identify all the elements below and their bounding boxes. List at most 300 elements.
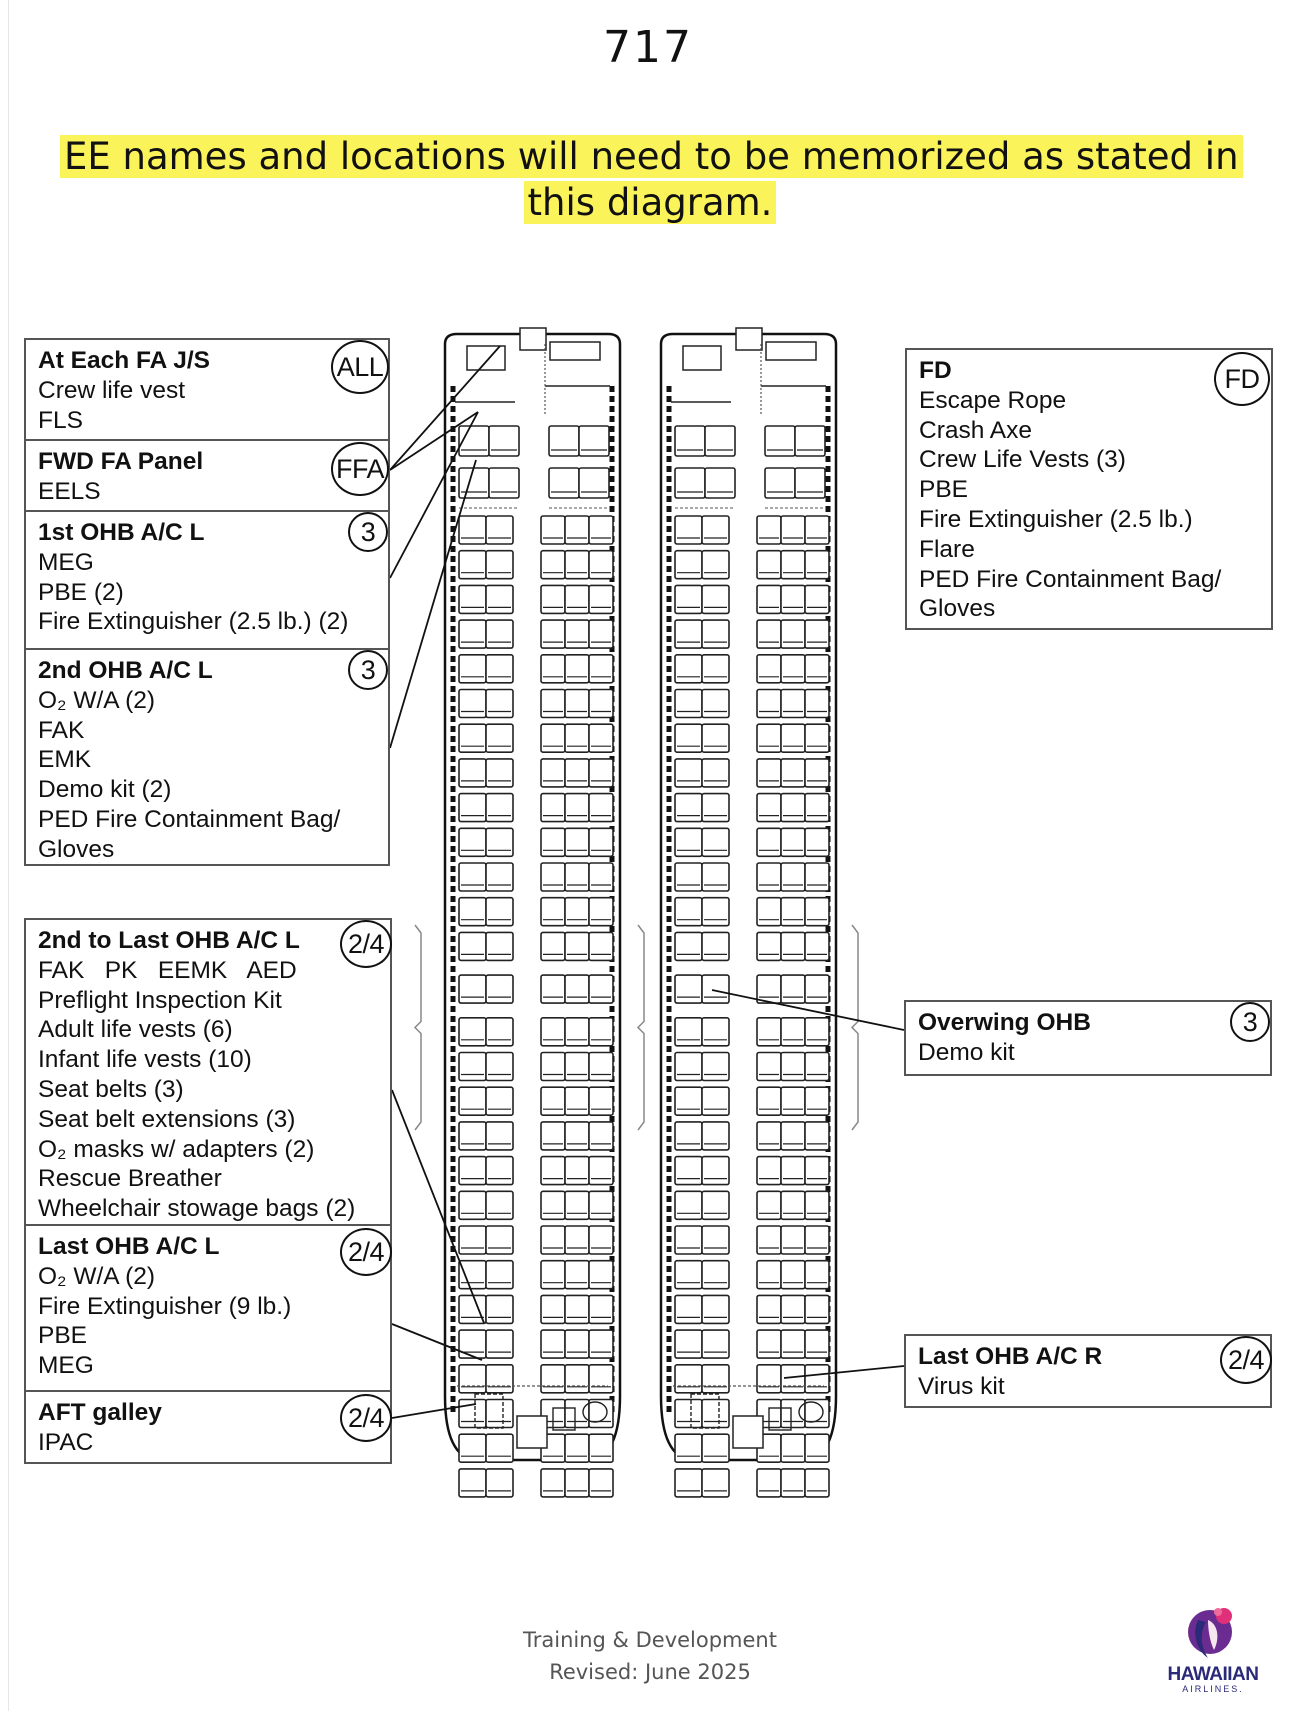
fuselage-1-y-seat [486, 516, 513, 544]
fuselage-1-fwd-door [520, 328, 546, 350]
box-last-ohb-ac-r [904, 1334, 1272, 1408]
box-item: Infant life vests (10) [38, 1046, 252, 1074]
badge-fd: FD [1214, 352, 1270, 406]
memorize-note-text: EE names and locations will need to be memorized as stated in this diagram. [60, 135, 1243, 224]
badge-ffa: FFA [331, 442, 389, 496]
fuselage-1-y-seat [459, 1365, 486, 1393]
fuselage-2-y-seat [805, 828, 829, 856]
fuselage-1-y-seat [541, 863, 565, 891]
fuselage-2-fc-seat [705, 426, 735, 456]
fuselage-1-y-seat [541, 759, 565, 787]
fuselage-1-y-seat [486, 620, 513, 648]
fuselage-2-y-seat [757, 724, 781, 752]
box-title: 2nd to Last OHB A/C L [38, 927, 300, 954]
fuselage-2-y-seat [757, 828, 781, 856]
fuselage-2-y-seat [781, 898, 805, 926]
fuselage-2-y-seat [781, 551, 805, 579]
fuselage-2-y-seat [702, 794, 729, 822]
fuselage-1-y-seat [486, 1261, 513, 1289]
fuselage-1-y-seat [589, 724, 613, 752]
fuselage-1-y-seat [589, 585, 613, 613]
overwing-exit-bracket-1 [638, 925, 644, 1130]
box-item: PBE [38, 1322, 88, 1350]
fuselage-2-y-seat [781, 1018, 805, 1046]
fuselage-1-y-seat [459, 516, 486, 544]
fuselage-1-y-seat [589, 794, 613, 822]
fuselage-2-y-seat [702, 1330, 729, 1358]
box-title: 1st OHB A/C L [38, 519, 205, 546]
fuselage-2-y-seat [675, 724, 702, 752]
fuselage-2-y-seat [675, 1157, 702, 1185]
fuselage-1-y-seat [541, 620, 565, 648]
fuselage-1-y-seat [565, 1018, 589, 1046]
box-title: FWD FA Panel [38, 448, 204, 475]
fuselage-1-y-seat [459, 828, 486, 856]
fuselage-1-y-seat [565, 932, 589, 960]
fuselage-2-y-seat [781, 655, 805, 683]
fuselage-2-fc-seat [765, 468, 795, 498]
fuselage-2-y-seat [675, 620, 702, 648]
fuselage-1-y-seat [486, 551, 513, 579]
fuselage-2-y-seat [781, 690, 805, 718]
fuselage-1-y-seat [589, 620, 613, 648]
fuselage-2-y-seat [805, 620, 829, 648]
fuselage-1-y-seat [565, 759, 589, 787]
fuselage-2-fc-seat [765, 426, 795, 456]
fuselage-2-fc-seat [795, 426, 825, 456]
fuselage-2-y-seat [757, 1261, 781, 1289]
fuselage-2-fwd-lav [766, 342, 816, 360]
fuselage-2-y-seat [805, 585, 829, 613]
fuselage-2-y-seat [805, 1157, 829, 1185]
box-item: PBE (2) [38, 578, 124, 606]
fuselage-1-y-seat [589, 898, 613, 926]
fuselage-2-y-seat [757, 620, 781, 648]
fuselage-2-y-seat [702, 932, 729, 960]
fuselage-1-y-seat [565, 1400, 589, 1428]
fuselage-1-y-seat [589, 1330, 613, 1358]
fuselage-2-y-seat [675, 551, 702, 579]
fuselage-1-y-seat [459, 620, 486, 648]
fuselage-2-y-seat [805, 759, 829, 787]
fuselage-2-y-seat [702, 1400, 729, 1428]
fuselage-1-y-seat [589, 1018, 613, 1046]
overwing-exit-bracket-0 [415, 925, 421, 1130]
box-item: O₂ masks w/ adapters (2) [38, 1135, 315, 1163]
box-item: Demo kit [918, 1038, 1015, 1066]
pualani-logo-icon [1148, 1598, 1278, 1664]
fuselage-1-fwd-lav [550, 342, 600, 360]
fuselage-1-y-seat [589, 655, 613, 683]
fuselage-1-y-seat [459, 1330, 486, 1358]
fuselage-1-y-seat [541, 898, 565, 926]
fuselage-1-y-seat [565, 551, 589, 579]
fuselage-2-y-seat [702, 1053, 729, 1081]
fuselage-2-y-seat [805, 690, 829, 718]
box-item: Rescue Breather [38, 1165, 222, 1193]
fuselage-1-y-seat [589, 1122, 613, 1150]
box-title: At Each FA J/S [38, 347, 211, 374]
fuselage-2-y-seat [757, 585, 781, 613]
box-item: Escape Rope [919, 386, 1067, 414]
footer-department: Training & Development [523, 1628, 777, 1652]
box-item: Crew Life Vests (3) [919, 446, 1126, 474]
fuselage-1-y-seat [541, 1295, 565, 1323]
fuselage-2-y-seat [675, 1191, 702, 1219]
fuselage-2-y-seat [702, 1365, 729, 1393]
fuselage-1-y-seat [459, 863, 486, 891]
fuselage-1-fc-seat [549, 426, 579, 456]
fuselage-2-y-seat [675, 828, 702, 856]
fuselage-1-y-seat [486, 828, 513, 856]
fuselage-1-y-seat [459, 1469, 486, 1497]
fuselage-1-y-seat [486, 1469, 513, 1497]
fuselage-2-fc-seat [795, 468, 825, 498]
fuselage-2-y-seat [675, 1330, 702, 1358]
box-item: Gloves [919, 595, 996, 623]
box-item: Crew life vest [38, 376, 186, 404]
fuselage-1-y-seat [459, 1087, 486, 1115]
fuselage-2-y-seat [702, 1191, 729, 1219]
fuselage-1-y-seat [565, 690, 589, 718]
box-title: Last OHB A/C L [38, 1233, 220, 1260]
box-title: Last OHB A/C R [918, 1343, 1103, 1370]
fuselage-2-y-seat [757, 1122, 781, 1150]
fuselage-2-y-seat [675, 1434, 702, 1462]
box-aft-galley [24, 1390, 392, 1464]
fuselage-1-y-seat [565, 794, 589, 822]
fuselage-2-y-seat [757, 1053, 781, 1081]
footer-revised: Revised: June 2025 [549, 1660, 751, 1684]
fuselage-2-y-seat [805, 1469, 829, 1497]
fuselage-2-y-seat [757, 1295, 781, 1323]
fuselage-1-y-seat [541, 516, 565, 544]
fuselage-1-y-seat [459, 1191, 486, 1219]
fuselage-1-y-seat [486, 1400, 513, 1428]
box-item: Gloves [38, 835, 115, 863]
fuselage-2-y-seat [675, 863, 702, 891]
fuselage-2-y-seat [702, 690, 729, 718]
fuselage-2-y-seat [757, 1191, 781, 1219]
box-items [38, 1262, 378, 1381]
fuselage-2-y-seat [757, 975, 781, 1003]
fuselage-1-y-seat [589, 828, 613, 856]
fuselage-1-y-seat [565, 1157, 589, 1185]
fuselage-1-y-seat [459, 898, 486, 926]
fuselage-2-y-seat [675, 690, 702, 718]
fuselage-2-y-seat [702, 551, 729, 579]
fuselage-1-y-seat [541, 1122, 565, 1150]
fuselage-2-y-seat [781, 932, 805, 960]
fuselage-2-y-seat [675, 516, 702, 544]
fuselage-2-y-seat [757, 1157, 781, 1185]
page-title: 717 [603, 22, 693, 73]
fuselage-1-y-seat [541, 1157, 565, 1185]
fuselage-2-y-seat [675, 1295, 702, 1323]
fuselage-2-y-seat [805, 1434, 829, 1462]
box-item: Fire Extinguisher (2.5 lb.) (2) [38, 608, 349, 636]
box-item: Virus kit [918, 1372, 1005, 1400]
fuselage-2-y-seat [805, 551, 829, 579]
fuselage-2-y-seat [702, 863, 729, 891]
fuselage-2-y-seat [675, 759, 702, 787]
fuselage-2-y-seat [702, 724, 729, 752]
box-items [918, 1372, 1258, 1402]
overwing-exit-bracket-2 [852, 925, 858, 1130]
fuselage-1-y-seat [541, 585, 565, 613]
badge-2-4: 2/4 [1220, 1336, 1272, 1384]
fuselage-1-y-seat [459, 975, 486, 1003]
fuselage-1-y-seat [565, 1330, 589, 1358]
fuselage-2-y-seat [781, 516, 805, 544]
fuselage-1-y-seat [486, 690, 513, 718]
fuselage-1-y-seat [541, 1330, 565, 1358]
fuselage-2-y-seat [757, 551, 781, 579]
fuselage-2-y-seat [757, 655, 781, 683]
fuselage-1-y-seat [459, 1434, 486, 1462]
fuselage-1-y-seat [459, 724, 486, 752]
fuselage-1-y-seat [459, 932, 486, 960]
fuselage-2-y-seat [757, 516, 781, 544]
fuselage-2-y-seat [675, 1365, 702, 1393]
box-items [918, 1038, 1258, 1068]
fuselage-1-y-seat [565, 1226, 589, 1254]
fuselage-1-y-seat [541, 690, 565, 718]
box-item: FAK [38, 716, 85, 744]
fuselage-1-fc-seat [579, 426, 609, 456]
fuselage-1-y-seat [486, 1122, 513, 1150]
fuselage-1-y-seat [589, 1157, 613, 1185]
fuselage-2-y-seat [757, 898, 781, 926]
fuselage-1-y-seat [589, 690, 613, 718]
fuselage-2-y-seat [805, 863, 829, 891]
fuselage-2-y-seat [757, 794, 781, 822]
fuselage-2-y-seat [805, 1053, 829, 1081]
fuselage-1-y-seat [486, 1157, 513, 1185]
fuselage-1-y-seat [565, 620, 589, 648]
logo-brand-text: HAWAIIAN [1167, 1664, 1259, 1685]
fuselage-2-y-seat [675, 898, 702, 926]
fuselage-2-y-seat [702, 620, 729, 648]
hawaiian-airlines-logo [1148, 1598, 1278, 1698]
fuselage-2-y-seat [781, 863, 805, 891]
fuselage-1-y-seat [565, 898, 589, 926]
footer [450, 1624, 850, 1688]
fuselage-2-y-seat [781, 585, 805, 613]
fuselage-2-y-seat [702, 1469, 729, 1497]
box-item: PBE [919, 476, 969, 504]
fuselage-2-y-seat [805, 1295, 829, 1323]
fuselage-2-y-seat [702, 1261, 729, 1289]
fuselage-1-y-seat [541, 794, 565, 822]
fuselage-2-y-seat [781, 1330, 805, 1358]
fuselage-2-y-seat [781, 1400, 805, 1428]
fuselage-2-y-seat [757, 1018, 781, 1046]
badge-3: 3 [348, 650, 388, 690]
fuselage-2-y-seat [675, 655, 702, 683]
fuselage-1-y-seat [565, 1087, 589, 1115]
badge-3: 3 [1230, 1002, 1270, 1042]
fuselage-1-y-seat [565, 1365, 589, 1393]
box-item: Flare [919, 535, 975, 563]
fuselage-1-y-seat [589, 551, 613, 579]
box-title: 2nd OHB A/C L [38, 657, 213, 684]
badge-2-4: 2/4 [340, 1394, 392, 1442]
fuselage-2-y-seat [757, 863, 781, 891]
box-item: Demo kit (2) [38, 776, 172, 804]
fuselage-2-y-seat [702, 1434, 729, 1462]
box-item: O₂ W/A (2) [38, 1262, 156, 1290]
fuselage-1-fwd-galley [467, 346, 505, 370]
fuselage-1-y-seat [486, 585, 513, 613]
fuselage-2-y-seat [781, 1469, 805, 1497]
fuselage-1-y-seat [541, 1018, 565, 1046]
fuselage-1-y-seat [541, 1365, 565, 1393]
fuselage-2-y-seat [781, 1053, 805, 1081]
fuselage-1-y-seat [459, 1122, 486, 1150]
fuselage-1-y-seat [589, 1087, 613, 1115]
fuselage-1-y-seat [565, 828, 589, 856]
box-item: Crash Axe [919, 416, 1033, 444]
fuselage-1-y-seat [541, 932, 565, 960]
fuselage-1-y-seat [459, 585, 486, 613]
fuselage-2-y-seat [675, 1261, 702, 1289]
fuselage-1-y-seat [459, 1157, 486, 1185]
fuselage-1-y-seat [565, 516, 589, 544]
box-overwing-ohb [904, 1000, 1272, 1076]
fuselage-2-fc-seat [705, 468, 735, 498]
box-item: MEG [38, 548, 94, 576]
box-last-ohb-ac-l [24, 1224, 392, 1392]
fuselage-1-y-seat [541, 655, 565, 683]
box-item: Fire Extinguisher (2.5 lb.) [919, 505, 1193, 533]
fuselage-2-y-seat [781, 620, 805, 648]
fuselage-1-y-seat [589, 1434, 613, 1462]
fuselage-2-y-seat [675, 585, 702, 613]
fuselage-2-y-seat [805, 1365, 829, 1393]
fuselage-1-fc-seat [489, 426, 519, 456]
fuselage-2-y-seat [805, 1122, 829, 1150]
badge-2-4: 2/4 [340, 920, 392, 968]
fuselage-1-y-seat [486, 932, 513, 960]
box-item: Seat belts (3) [38, 1075, 184, 1103]
fuselage-2-y-seat [675, 1018, 702, 1046]
fuselage-2-y-seat [757, 1365, 781, 1393]
fuselage-2-y-seat [781, 1087, 805, 1115]
fuselage-2-y-seat [805, 724, 829, 752]
fuselage-1-y-seat [565, 1191, 589, 1219]
fuselage-1-y-seat [565, 585, 589, 613]
box-title: Overwing OHB [918, 1009, 1091, 1036]
box-items [38, 1428, 378, 1458]
fuselage-2-y-seat [757, 1087, 781, 1115]
fuselage-2-y-seat [805, 794, 829, 822]
box-item: FAK PK EEMK AED [38, 956, 297, 984]
fuselage-1-aft-door [517, 1416, 547, 1448]
box-items [38, 548, 376, 637]
box-1st-ohb-ac-l [24, 510, 390, 650]
fuselage-2-y-seat [757, 759, 781, 787]
fuselage-1-y-seat [486, 1330, 513, 1358]
fuselage-2-y-seat [702, 1295, 729, 1323]
fuselage-1-y-seat [565, 1295, 589, 1323]
box-items [38, 477, 376, 507]
fuselage-1-y-seat [541, 551, 565, 579]
fuselage-2-y-seat [781, 794, 805, 822]
fuselage-2-y-seat [781, 1122, 805, 1150]
fuselage-1-y-seat [565, 1053, 589, 1081]
fuselage-2-y-seat [757, 1226, 781, 1254]
fuselage-2-y-seat [702, 1018, 729, 1046]
box-items [38, 376, 376, 436]
box-item: O₂ W/A (2) [38, 686, 156, 714]
fuselage-2-y-seat [781, 724, 805, 752]
fuselage-1-y-seat [486, 1226, 513, 1254]
fuselage-1-y-seat [486, 1365, 513, 1393]
box-item: PED Fire Containment Bag/ [38, 805, 341, 833]
fuselage-1-y-seat [459, 1226, 486, 1254]
fuselage-1-y-seat [459, 690, 486, 718]
fuselage-2-fc-seat [675, 426, 705, 456]
fuselage-2-y-seat [702, 1226, 729, 1254]
fuselage-2-y-seat [757, 1330, 781, 1358]
fuselage-2-y-seat [757, 1469, 781, 1497]
fuselage-2-y-seat [702, 1087, 729, 1115]
fuselage-1-y-seat [486, 1191, 513, 1219]
fuselage-2-y-seat [805, 1191, 829, 1219]
box-2nd-to-last-ohb-ac-l [24, 918, 392, 1226]
fuselage-2-y-seat [675, 1053, 702, 1081]
fuselage-2-y-seat [675, 1469, 702, 1497]
fuselage-1-y-seat [541, 1469, 565, 1497]
fuselage-1-y-seat [565, 975, 589, 1003]
fuselage-1-y-seat [589, 516, 613, 544]
fuselage-2-y-seat [675, 932, 702, 960]
fuselage-1-fc-seat [579, 468, 609, 498]
badge-3: 3 [348, 512, 388, 552]
box-title: AFT galley [38, 1399, 162, 1426]
fuselage-1-y-seat [486, 759, 513, 787]
fuselage-2-y-seat [702, 1157, 729, 1185]
fuselage-1-fc-seat [549, 468, 579, 498]
fuselage-1-y-seat [486, 898, 513, 926]
box-items [38, 956, 378, 1224]
fuselage-2-y-seat [675, 1122, 702, 1150]
fuselage-2-y-seat [805, 1226, 829, 1254]
fuselage-1-y-seat [459, 551, 486, 579]
box-2nd-ohb-ac-l [24, 648, 390, 866]
fuselage-2-y-seat [781, 1434, 805, 1462]
box-title: FD [919, 357, 952, 384]
fuselage-2-y-seat [805, 1330, 829, 1358]
box-item: MEG [38, 1352, 94, 1380]
fuselage-1-y-seat [589, 1226, 613, 1254]
fuselage-2-y-seat [781, 759, 805, 787]
fuselage-1-fc-seat [459, 468, 489, 498]
fuselage-2-y-seat [702, 585, 729, 613]
fuselage-1-y-seat [459, 1018, 486, 1046]
fuselage-1-y-seat [486, 655, 513, 683]
fuselage-1-y-seat [486, 863, 513, 891]
fuselage-1-y-seat [486, 1295, 513, 1323]
badge-all: ALL [331, 340, 389, 394]
fuselage-2-fwd-door [736, 328, 762, 350]
badge-2-4: 2/4 [340, 1228, 392, 1276]
fuselage-2-y-seat [781, 1191, 805, 1219]
fuselage-1-y-seat [565, 724, 589, 752]
fuselage-2-y-seat [805, 516, 829, 544]
fuselage-2-y-seat [805, 1087, 829, 1115]
